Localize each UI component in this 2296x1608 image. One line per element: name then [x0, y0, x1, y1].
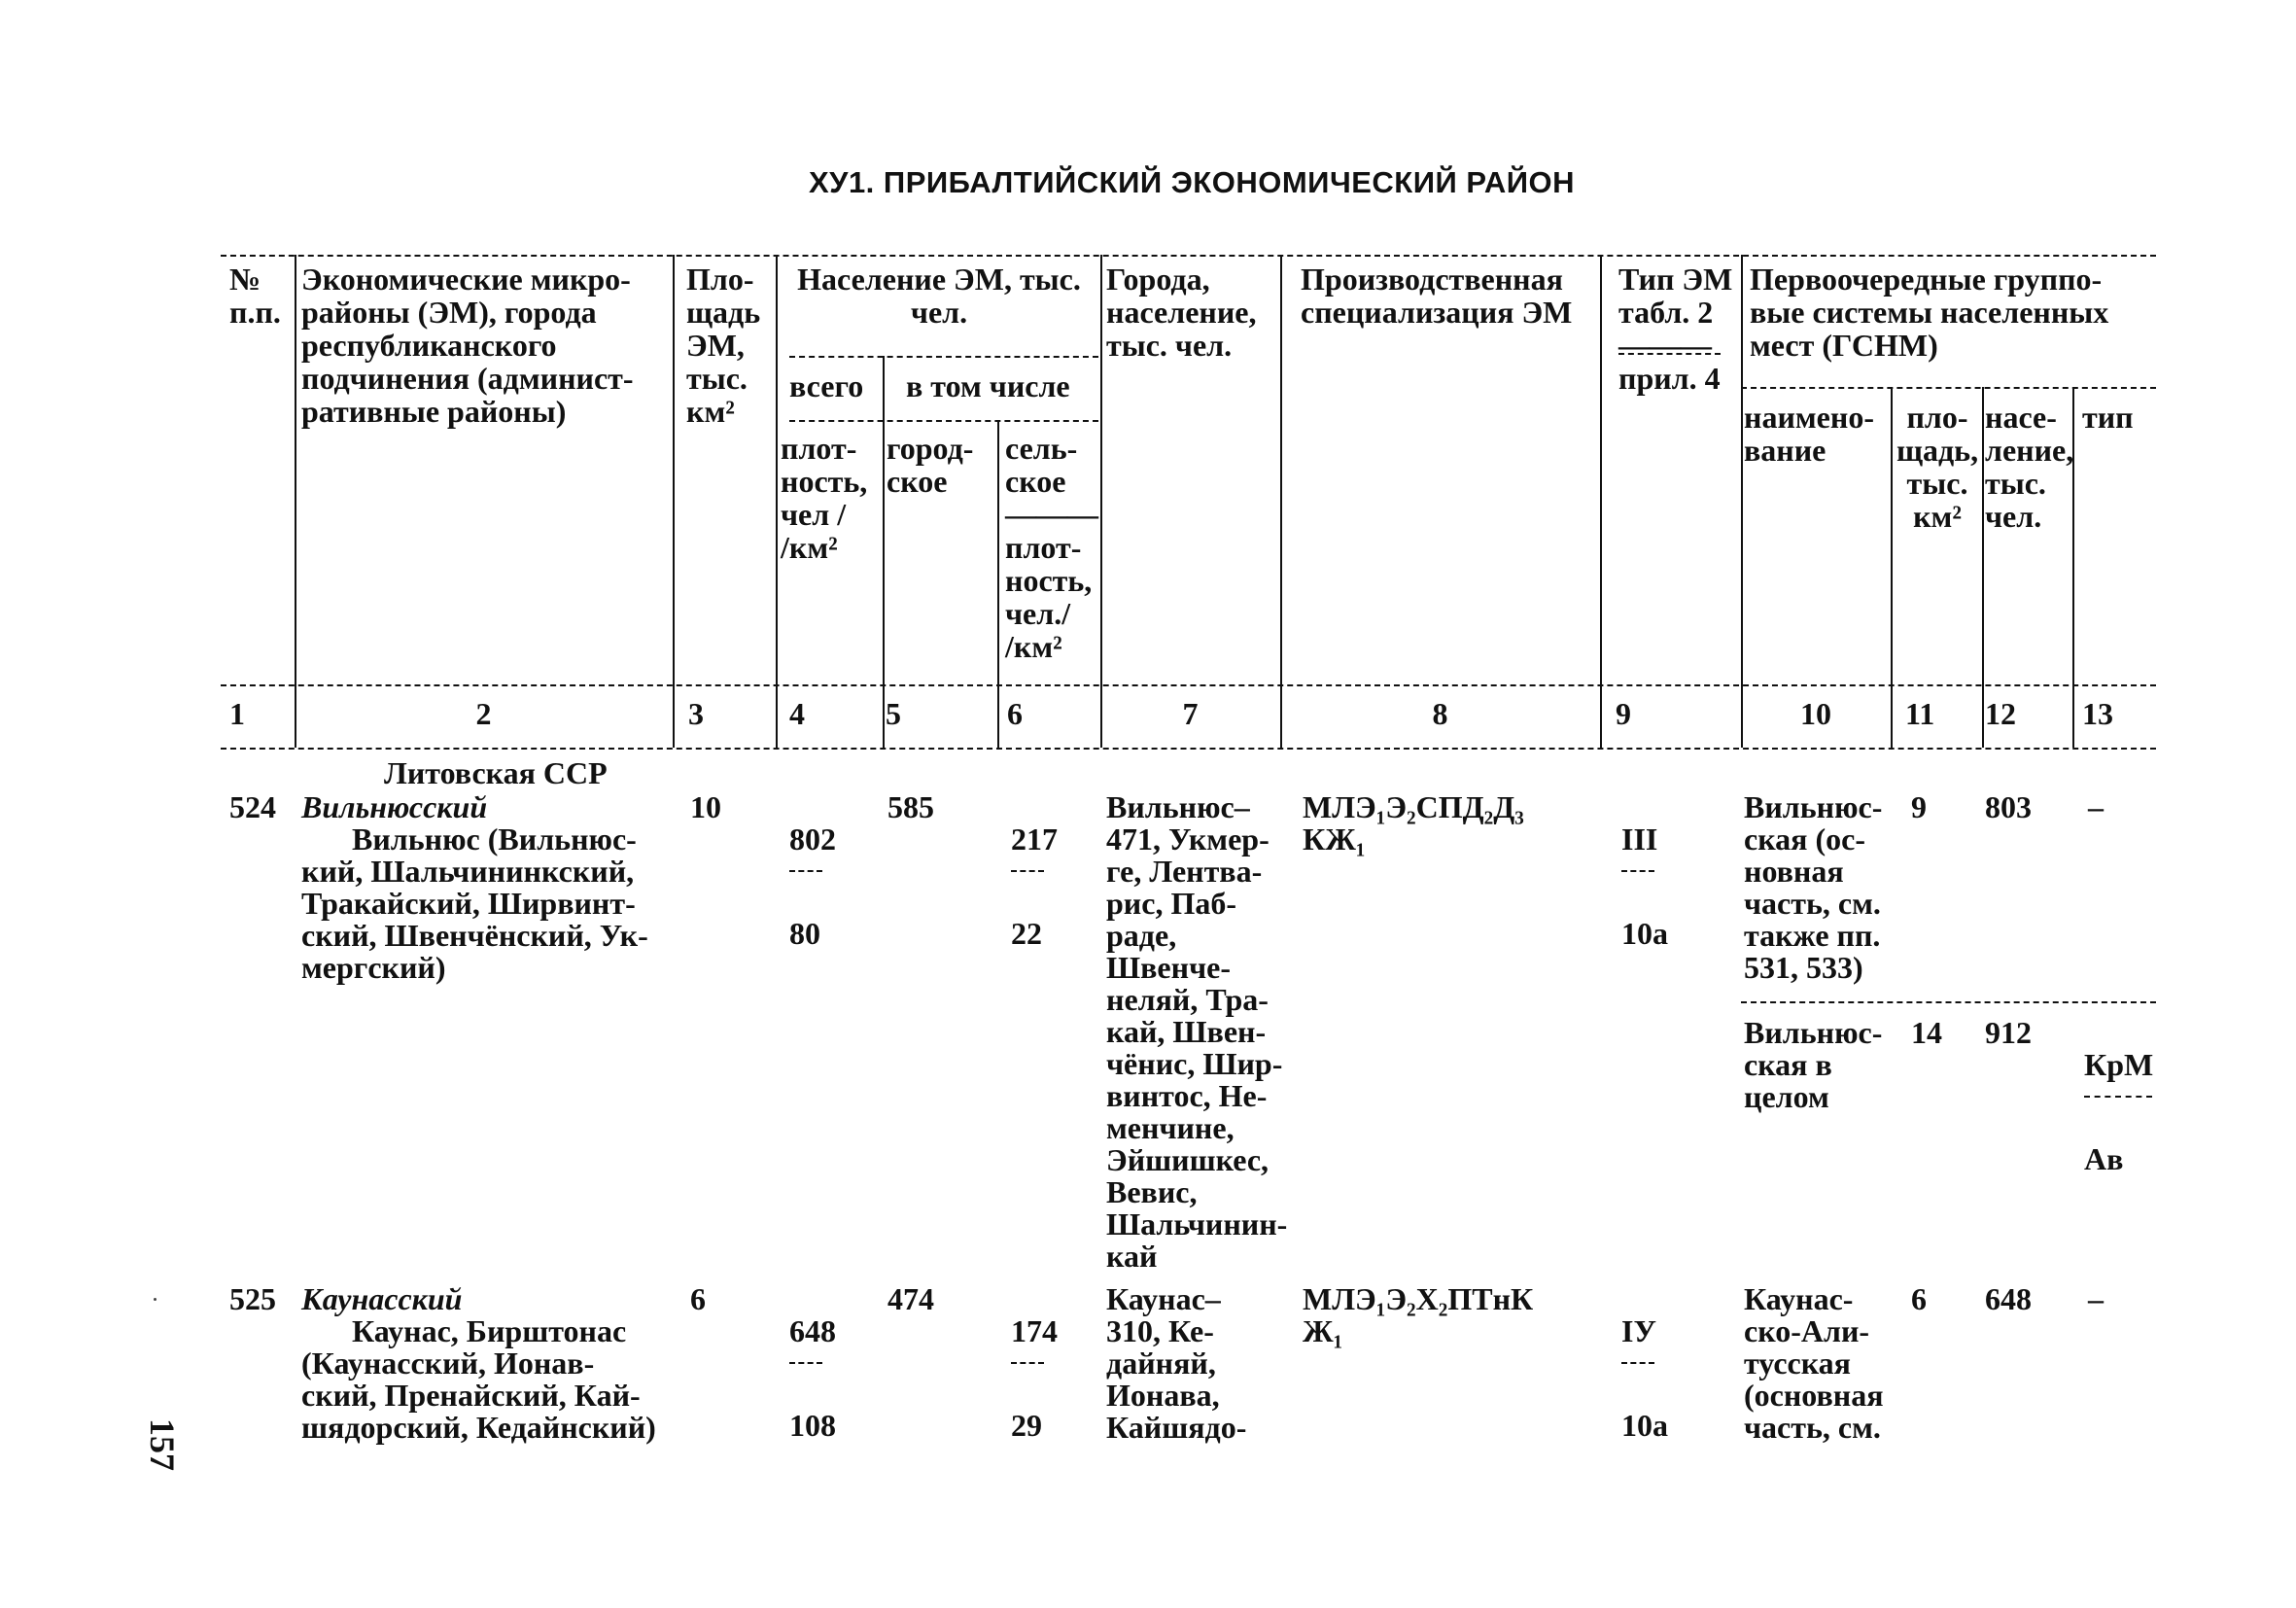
col-number: 8	[1432, 696, 1448, 731]
header-population: Население ЭМ, тыс. чел.	[797, 262, 1081, 330]
specialization: МЛЭ₁Э₂Х₂ПТнК Ж₁	[1303, 1281, 1534, 1348]
header-cities: Города, население, тыс. чел.	[1106, 262, 1257, 363]
gsnm-population: 803	[1985, 789, 2032, 824]
area: 6	[690, 1281, 706, 1316]
column-divider	[1982, 387, 1984, 748]
col-number: 10	[1800, 696, 1831, 731]
column-divider	[295, 255, 296, 748]
col-number: 9	[1616, 696, 1631, 731]
gsnm-type-top: КрМ	[2084, 1047, 2154, 1082]
header-area: Пло- щадь ЭМ, тыс. км²	[686, 262, 761, 429]
population-total	[789, 1283, 836, 1442]
em-type-top: III	[1621, 821, 1658, 856]
column-divider	[997, 420, 999, 748]
microregion-desc: кий, Шальчининкский, Тракайский, Ширвинт- ский, Швенчёнский, Ук- мергский)	[301, 854, 648, 985]
fraction-dash	[789, 870, 822, 872]
column-divider	[1100, 255, 1102, 748]
header-gsnm: Первоочередные группо- вые системы населенных мест (ГСНМ)	[1750, 262, 2109, 363]
header-microregions: Экономические микро- районы (ЭМ), города республиканского подчинения (админист- ративные районы)	[301, 262, 634, 429]
col-number: 13	[2082, 696, 2113, 731]
microregion-desc-first: Вильнюс (Вильнюс-	[352, 821, 637, 856]
col-number: 1	[229, 696, 245, 731]
col-number: 6	[1007, 696, 1023, 731]
microregion-desc: (Каунасский, Ионав- ский, Пренайский, Кай- шядорский, Кедайнский)	[301, 1346, 656, 1445]
header-gsnm-area: пло- щадь, тыс. км²	[1896, 400, 1979, 534]
page-title: ХУ1. ПРИБАЛТИЙСКИЙ ЭКОНОМИЧЕСКИЙ РАЙОН	[808, 165, 1576, 199]
urban-population: 585	[887, 789, 934, 824]
col-number: 5	[886, 696, 901, 731]
rural-density-value: 29	[1011, 1408, 1042, 1443]
header-density: плот- ность, чел / /км²	[781, 431, 868, 565]
header-gsnm-type: тип	[2082, 400, 2134, 435]
cities: Каунас– 310, Ке- дайняй, Ионава, Кайшядо-	[1106, 1281, 1247, 1445]
header-rural: сель- ское ——— плот- ность, чел./ /км²	[1005, 431, 1098, 664]
col-number: 2	[475, 696, 492, 731]
col-number: 11	[1905, 696, 1935, 731]
header-gsnm-population: насе- ление, тыс. чел.	[1985, 400, 2074, 534]
microregion-name: Вильнюсский	[301, 789, 488, 824]
em-type	[1621, 1283, 1668, 1442]
gsnm-type: –	[2088, 1281, 2104, 1316]
header-em-type: Тип ЭМ табл. 2 ——— прил. 4	[1618, 262, 1733, 396]
density-value: 108	[789, 1408, 836, 1443]
em-type	[1621, 791, 1668, 950]
population-subrule-2	[789, 420, 1098, 422]
col-number: 12	[1985, 696, 2016, 731]
column-divider	[1600, 255, 1602, 748]
population-total-value: 648	[789, 1313, 836, 1348]
gsnm-name: Каунас- ско-Али- тусская (основная часть, см.	[1744, 1281, 1884, 1445]
urban-population: 474	[887, 1281, 934, 1316]
row-number: 525	[229, 1281, 276, 1316]
column-divider	[1741, 255, 1743, 748]
column-divider	[883, 356, 885, 748]
fraction-dash	[1011, 870, 1044, 872]
fraction-dash	[1621, 870, 1654, 872]
fraction-dash	[1011, 1362, 1044, 1364]
header-no: № п.п.	[229, 262, 281, 330]
population-total	[789, 791, 836, 950]
specialization: МЛЭ₁Э₂СПД₂Д₃ КЖ₁	[1303, 789, 1524, 856]
cities: Вильнюс– 471, Укмер- ге, Лентва- рис, Паб- раде, Швенче- неляй, Тра- кай, Швен- чёнис, Шир- винтос, Не- менчине, Эйшишкес, Вевис, Шальчинин- кай	[1106, 789, 1288, 1274]
header-specialization: Производственная специализация ЭМ	[1301, 262, 1573, 330]
population-total-value: 802	[789, 821, 836, 856]
rural-value: 217	[1011, 821, 1058, 856]
row-number: 524	[229, 789, 276, 824]
column-divider	[673, 255, 675, 748]
col-number: 4	[789, 696, 805, 731]
gsnm-area: 14	[1911, 1015, 1942, 1050]
margin-dot	[154, 1298, 157, 1301]
fraction-dash	[1621, 1362, 1654, 1364]
fraction-dash	[2084, 1096, 2152, 1098]
em-type-bottom: 10а	[1621, 916, 1668, 951]
header-population-including: в том числе	[906, 368, 1070, 403]
rural-population	[1011, 1283, 1058, 1442]
gsnm-population: 648	[1985, 1281, 2032, 1316]
numbers-bottom-rule	[221, 748, 2156, 750]
header-population-total: всего	[789, 368, 864, 403]
em-type-bottom: 10а	[1621, 1408, 1668, 1443]
gsnm-type	[2084, 1017, 2153, 1175]
gsnm-population: 912	[1985, 1015, 2032, 1050]
area: 10	[690, 789, 721, 824]
gsnm-row-divider	[1741, 1001, 2156, 1003]
fraction-dash	[789, 1362, 822, 1364]
gsnm-area: 6	[1911, 1281, 1927, 1316]
rural-population	[1011, 791, 1058, 950]
microregion-desc-first: Каунас, Бирштонас	[352, 1313, 627, 1348]
gsnm-name: Вильнюс- ская в целом	[1744, 1015, 1883, 1114]
section-heading: Литовская ССР	[384, 755, 608, 790]
gsnm-area: 9	[1911, 789, 1927, 824]
gsnm-type-bottom: Ав	[2084, 1141, 2124, 1176]
gsnm-subrule	[1741, 387, 2156, 389]
gsnm-type: –	[2088, 789, 2104, 824]
density-value: 80	[789, 916, 820, 951]
header-bottom-rule	[221, 684, 2156, 686]
col-number: 3	[688, 696, 704, 731]
column-divider	[1280, 255, 1282, 748]
column-divider	[776, 255, 778, 748]
rural-density-value: 22	[1011, 916, 1042, 951]
page-number: 157	[143, 1418, 182, 1471]
header-gsnm-name: наимено- вание	[1744, 400, 1874, 468]
table-top-rule	[221, 255, 2156, 257]
population-subrule	[789, 356, 1098, 358]
em-type-top: IУ	[1621, 1313, 1656, 1348]
rural-value: 174	[1011, 1313, 1058, 1348]
col-number: 7	[1182, 696, 1199, 731]
gsnm-name: Вильнюс- ская (ос- новная часть, см. также пп. 531, 533)	[1744, 789, 1883, 985]
microregion-name: Каунасский	[301, 1281, 463, 1316]
header-urban: город- ское	[887, 431, 974, 499]
